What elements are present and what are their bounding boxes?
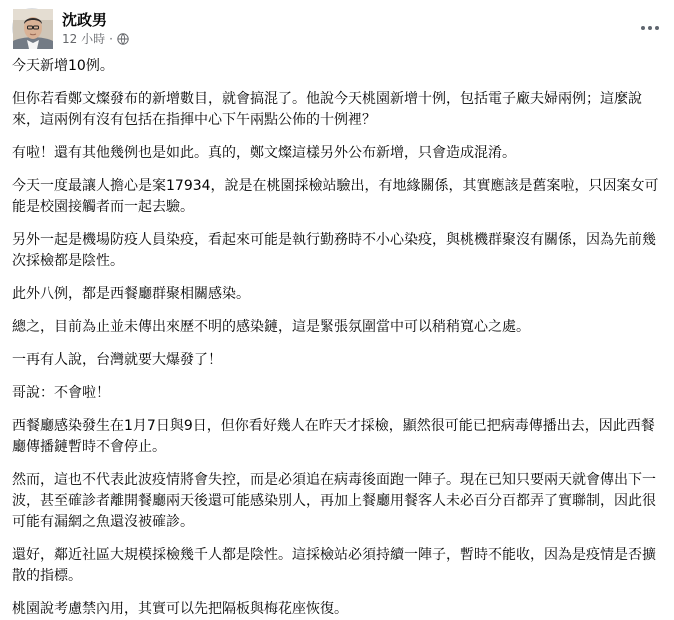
post-paragraph: 今天一度最讓人擔心是案17934，說是在桃園採檢站驗出，有地緣關係，其實應該是舊案啦，只因案女可能是校園接觸者而一起去驗。 xyxy=(12,178,659,215)
author-avatar[interactable] xyxy=(12,8,52,48)
post-paragraph: 桃園說考慮禁內用，其實可以先把隔板與梅花座恢復。 xyxy=(12,601,348,617)
post-paragraph: 有啦！還有其他幾例也是如此。真的，鄭文燦這樣另外公布新增，只會造成混淆。 xyxy=(12,145,516,161)
post-paragraph: 一再有人說，台灣就要大爆發了！ xyxy=(12,352,222,368)
post-time[interactable]: 12 小時 xyxy=(62,32,106,46)
post-paragraph: 今天新增10例。 xyxy=(12,58,114,74)
post-paragraph: 總之，目前為止並未傳出來歷不明的感染鏈，這是緊張氛圍當中可以稍稍寬心之處。 xyxy=(12,319,530,335)
post-paragraph: 還好，鄰近社區大規模採檢幾千人都是陰性。這採檢站必須持續一陣子，暫時不能收，因為是疫情是否擴散的指標。 xyxy=(12,547,656,584)
post-content xyxy=(12,56,660,620)
avatar-image xyxy=(13,9,53,49)
post-header xyxy=(12,8,662,50)
meta-separator: · xyxy=(109,32,113,46)
post-paragraph: 此外八例，都是西餐廳群聚相關感染。 xyxy=(12,286,250,302)
more-options-icon[interactable] xyxy=(638,16,662,40)
globe-icon xyxy=(117,33,129,45)
post-paragraph: 但你若看鄭文燦發布的新增數目，就會搞混了。他說今天桃園新增十例，包括電子廠夫婦兩例；這麼說來，這兩例有沒有包括在指揮中心下午兩點公佈的十例裡？ xyxy=(12,91,642,128)
post-paragraph: 西餐廳感染發生在1月7日與9日，但你看好幾人在昨天才採檢，顯然很可能已把病毒傳播出去，因此西餐廳傳播鏈暫時不會停止。 xyxy=(12,418,655,455)
post-paragraph: 哥說：不會啦！ xyxy=(12,385,110,401)
post-paragraph: 然而，這也不代表此波疫情將會失控，而是必須追在病毒後面跑一陣子。現在已知只要兩天就會傳出下一波，甚至確診者離開餐廳兩天後還可能感染別人，再加上餐廳用餐客人未必百分百都弄了實聯制，因此很可能有漏網之魚還沒被確診。 xyxy=(12,472,656,530)
post-meta xyxy=(62,31,129,47)
post-paragraph: 另外一起是機場防疫人員染疫，看起來可能是執行勤務時不小心染疫，與桃機群聚沒有關係，因為先前幾次採檢都是陰性。 xyxy=(12,232,656,269)
author-name[interactable]: 沈政男 xyxy=(62,11,108,29)
